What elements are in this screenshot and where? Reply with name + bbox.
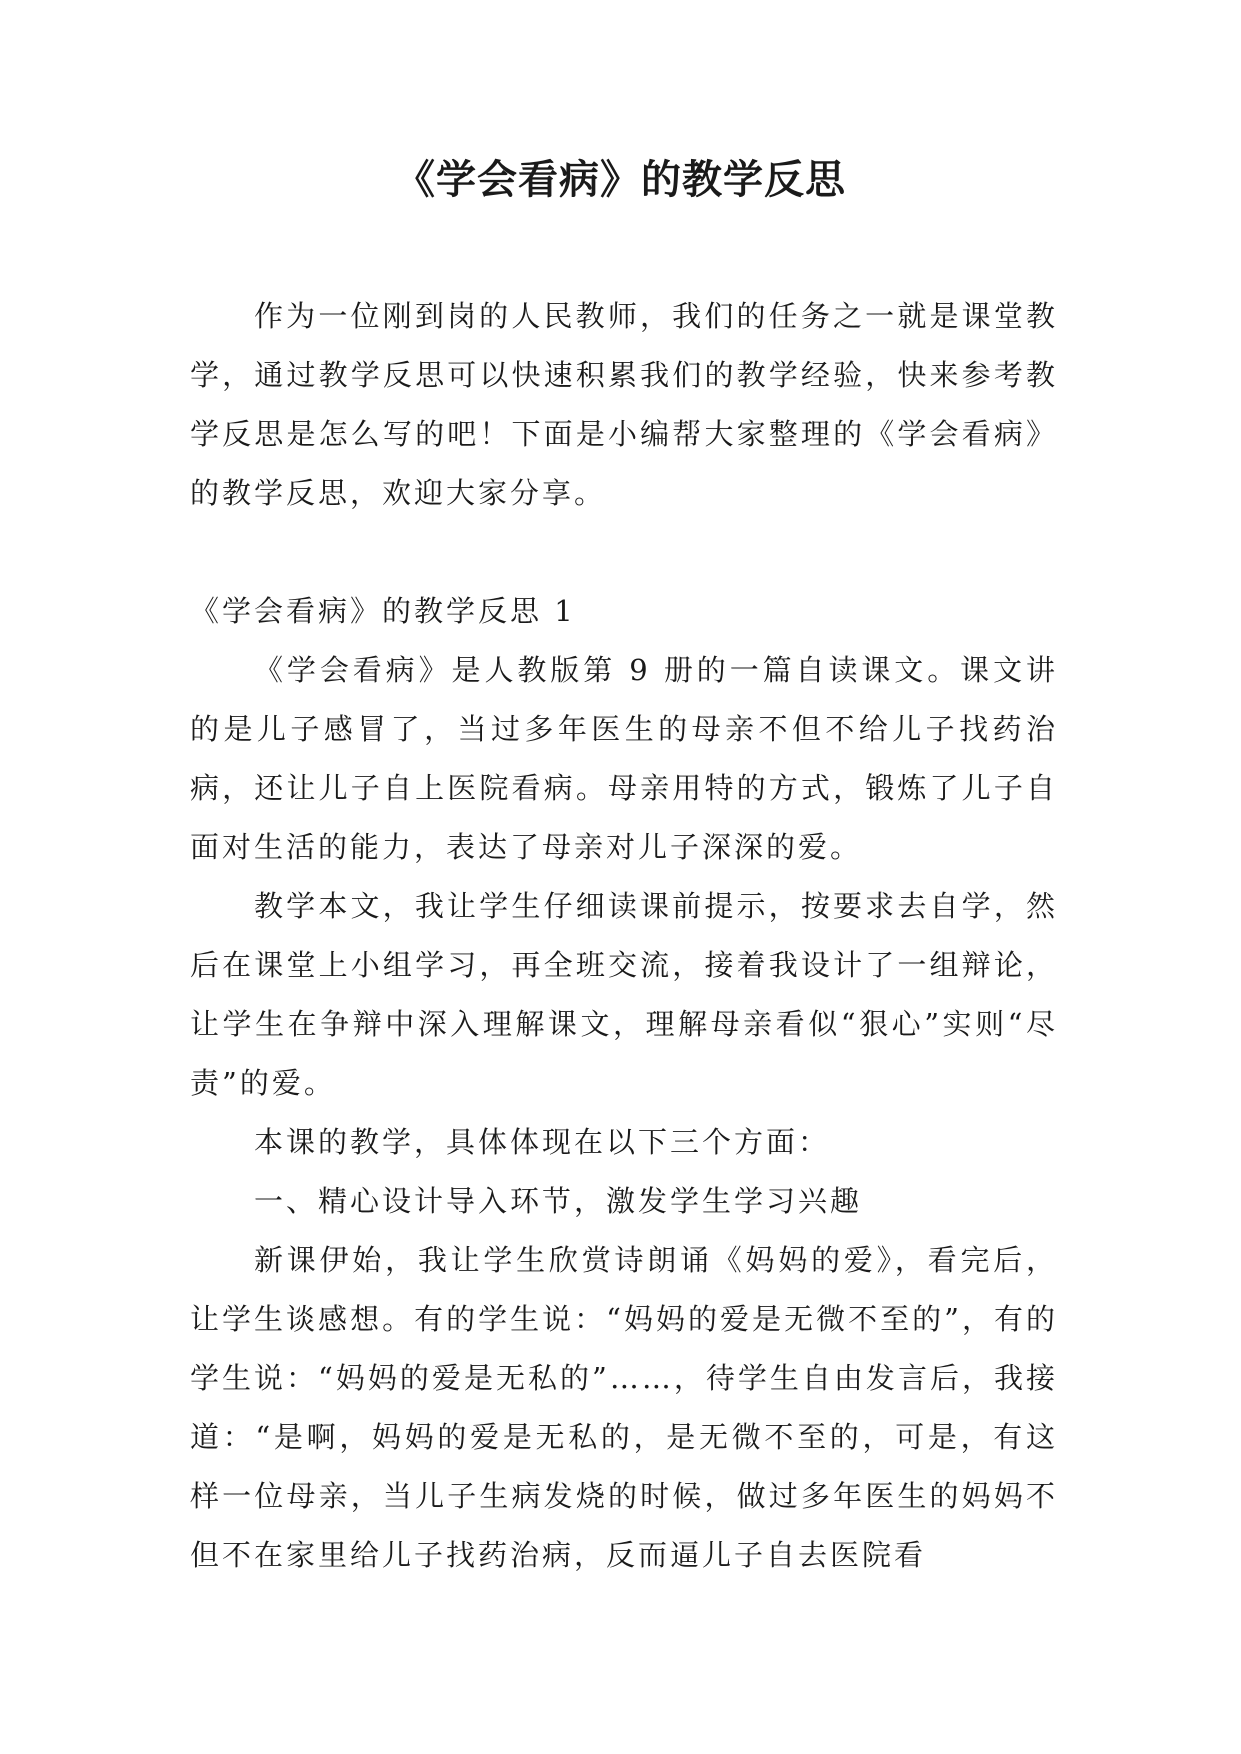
body-paragraph: 教学本文，我让学生仔细读课前提示，按要求去自学，然后在课堂上小组学习，再全班交流，接着我设计了一组辩论，让学生在争辩中深入理解课文，理解母亲看似“狠心”实则“尽责”的爱。 bbox=[190, 889, 1058, 1100]
body-paragraph: 新课伊始，我让学生欣赏诗朗诵《妈妈的爱》，看完后，让学生谈感想。有的学生说：“妈妈的爱是无微不至的”，有的学生说：“妈妈的爱是无私的”……，待学生自由发言后，我接道：“是啊，妈妈的爱是无私的，是无微不至的，可是，有这样一位母亲，当儿子生病发烧的时候，做过多年医生的妈妈不但不在家里给儿子找药治病，反而逼儿子自去医院看 bbox=[190, 1243, 1058, 1572]
section-heading: 《学会看病》的教学反思 1 bbox=[190, 594, 576, 628]
paragraph-spacer bbox=[190, 523, 1058, 582]
document-title: 《学会看病》的教学反思 bbox=[395, 157, 846, 203]
intro-paragraph: 作为一位刚到岗的人民教师，我们的任务之一就是课堂教学，通过教学反思可以快速积累我们的教学经验，快来参考教学反思是怎么写的吧！下面是小编帮大家整理的《学会看病》的教学反思，欢迎大家分享。 bbox=[190, 299, 1058, 510]
document-body bbox=[190, 287, 1058, 1585]
body-paragraph: 本课的教学，具体体现在以下三个方面： bbox=[254, 1125, 831, 1159]
subsection-heading: 一、精心设计导入环节，激发学生学习兴趣 bbox=[254, 1184, 863, 1218]
body-paragraph: 《学会看病》是人教版第 9 册的一篇自读课文。课文讲的是儿子感冒了，当过多年医生的母亲不但不给儿子找药治病，还让儿子自上医院看病。母亲用特的方式，锻炼了儿子自面对生活的能力，表达了母亲对儿子深深的爱。 bbox=[190, 653, 1058, 864]
